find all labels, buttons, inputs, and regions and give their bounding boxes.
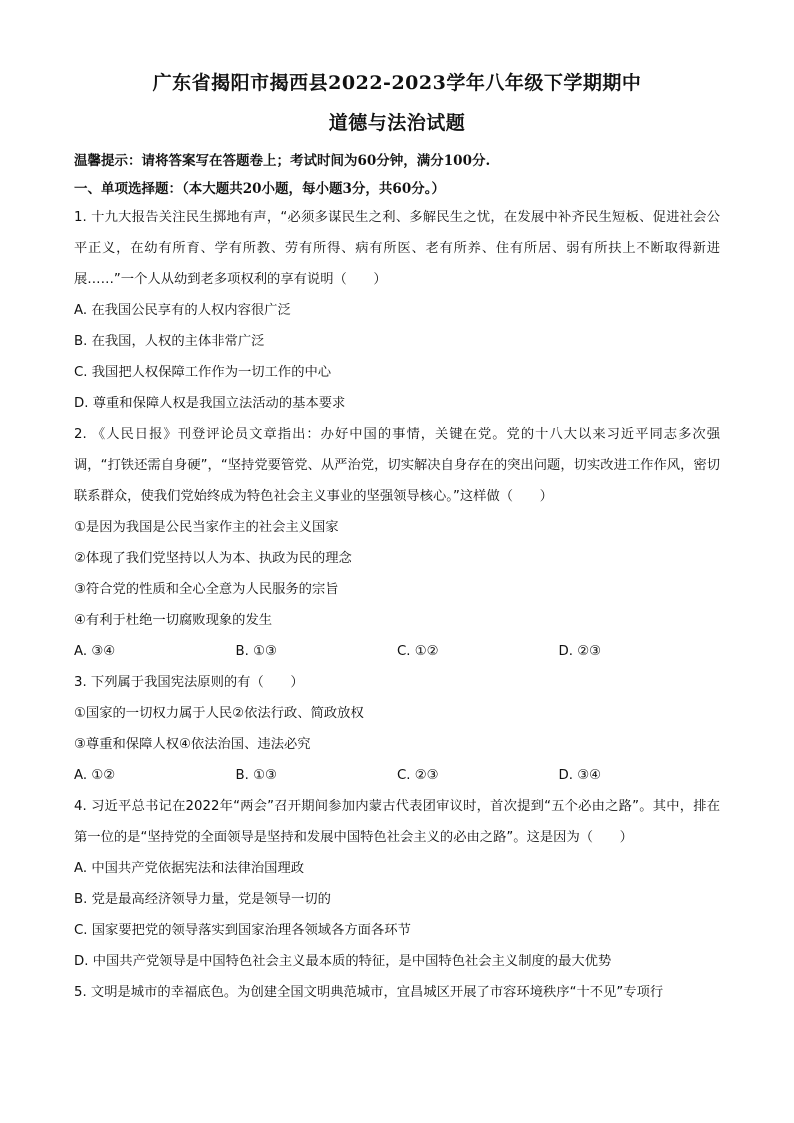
option-b: B. 党是最高经济领导力量，党是领导一切的 [74, 892, 331, 907]
statement-3: ③符合党的性质和全心全意为人民服务的宗旨 [74, 582, 339, 597]
question-2 [74, 419, 720, 667]
question-stem: 2. 《人民日报》刊登评论员文章指出：办好中国的事情，关键在党。党的十八大以来习近平同志多次强调，“打铁还需自身硬”，“坚持党要管党、从严治党，切实解决自身存在的突出问题，切实改进工作作风，密切联系群众，使我们党始终成为特色社会主义事业的坚强领导核心。”这样做（ ） [74, 427, 720, 504]
statement-line-2: ③尊重和保障人权④依法治国、违法必究 [74, 737, 311, 752]
choice-c: C. ①② [397, 644, 439, 659]
option-a: A. 中国共产党依据宪法和法律治国理政 [74, 861, 305, 876]
statement-line-1: ①国家的一切权力属于人民②依法行政、简政放权 [74, 706, 364, 721]
statement-2: ②体现了我们党坚持以人为本、执政为民的理念 [74, 551, 352, 566]
option-c: C. 国家要把党的领导落实到国家治理各领域各方面各环节 [74, 923, 411, 938]
question-stem: 3. 下列属于我国宪法原则的有（ ） [74, 675, 304, 690]
option-a: A. 在我国公民享有的人权内容很广泛 [74, 303, 291, 318]
choice-a: A. ①② [74, 768, 116, 783]
choice-row [74, 636, 720, 667]
question-list [74, 202, 720, 1008]
choice-b: B. ①③ [235, 644, 277, 659]
question-stem: 4. 习近平总书记在2022年“两会”召开期间参加内蒙古代表团审议时，首次提到“五个必由之路”。其中，排在第一位的是“坚持党的全面领导是坚持和发展中国特色社会主义的必由之路”。这是因为（ ） [74, 799, 720, 845]
question-stem: 1. 十九大报告关注民生掷地有声，“必须多谋民生之利、多解民生之忧，在发展中补齐民生短板、促进社会公平正义，在幼有所育、学有所教、劳有所得、病有所医、老有所养、住有所居、弱有所扶上不断取得新进展……”一个人从幼到老多项权利的享有说明（ ） [74, 210, 720, 287]
section-heading: 一、单项选择题：（本大题共20小题，每小题3分，共60分。） [74, 181, 445, 197]
exam-subject: 道德与法治试题 [328, 112, 466, 134]
choice-d: D. ②③ [558, 644, 602, 659]
question-5 [74, 977, 720, 1008]
option-d: D. 中国共产党领导是中国特色社会主义最本质的特征，是中国特色社会主义制度的最大优势 [74, 954, 612, 969]
choice-b: B. ①③ [235, 768, 277, 783]
choice-a: A. ③④ [74, 644, 116, 659]
option-b: B. 在我国，人权的主体非常广泛 [74, 334, 265, 349]
question-3 [74, 667, 720, 791]
question-1 [74, 202, 720, 419]
option-c: C. 我国把人权保障工作作为一切工作的中心 [74, 365, 332, 380]
exam-title: 广东省揭阳市揭西县2022-2023学年八年级下学期期中 [152, 72, 642, 94]
choice-d: D. ③④ [558, 768, 602, 783]
option-d: D. 尊重和保障人权是我国立法活动的基本要求 [74, 396, 346, 411]
statement-4: ④有利于杜绝一切腐败现象的发生 [74, 613, 273, 628]
choice-c: C. ②③ [397, 768, 439, 783]
choice-row [74, 760, 720, 791]
question-4 [74, 791, 720, 977]
notice-text: 温馨提示：请将答案写在答题卷上；考试时间为60分钟，满分100分. [74, 153, 491, 169]
statement-1: ①是因为我国是公民当家作主的社会主义国家 [74, 520, 339, 535]
question-stem: 5. 文明是城市的幸福底色。为创建全国文明典范城市，宜昌城区开展了市容环境秩序“十不见”专项行 [74, 985, 664, 1000]
